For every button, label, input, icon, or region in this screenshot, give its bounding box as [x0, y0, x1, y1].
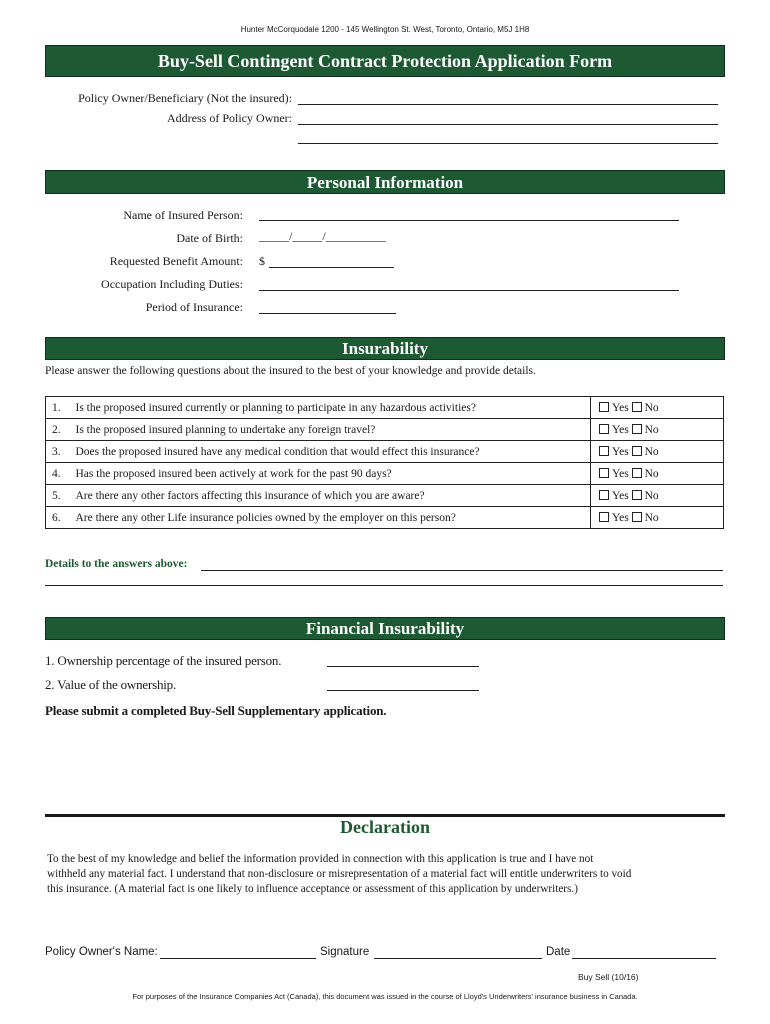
yes-no-options	[591, 419, 724, 441]
no-label: No	[644, 511, 659, 524]
insured-name-field[interactable]	[259, 220, 679, 221]
policy-owner-field[interactable]	[298, 104, 718, 105]
question-text: Does the proposed insured have any medical condition that would effect this insurance?	[70, 441, 591, 463]
details-field-2[interactable]	[45, 585, 723, 586]
occupation-field[interactable]	[259, 290, 679, 291]
date-label: Date	[546, 946, 571, 958]
policy-address-field-2[interactable]	[298, 143, 718, 144]
question-text: Is the proposed insured currently or planning to participate in any hazardous activities?	[70, 397, 591, 419]
yes-label: Yes	[612, 511, 629, 524]
yes-label: Yes	[612, 445, 629, 458]
benefit-label: Requested Benefit Amount:	[109, 254, 243, 268]
ownership-percentage-label: 1. Ownership percentage of the insured person.	[45, 653, 282, 668]
question-text: Are there any other factors affecting this insurance of which you are aware?	[70, 485, 591, 507]
no-label: No	[644, 423, 659, 436]
yes-checkbox[interactable]	[599, 468, 609, 478]
ownership-value-field[interactable]	[327, 690, 479, 691]
question-number: 3.	[46, 441, 70, 463]
no-checkbox[interactable]	[632, 446, 642, 456]
declaration-text-line-3: this insurance. (A material fact is one likely to influence acceptance or assessment of this application by underwriters.)	[47, 883, 578, 895]
question-row	[46, 441, 724, 463]
declaration-text-line-2: withheld any material fact. I understand that non-disclosure or misrepresentation of a material fact will entitle underwriters to void	[47, 868, 632, 880]
insured-name-label: Name of Insured Person:	[123, 208, 243, 222]
yes-no-options	[591, 507, 724, 529]
date-field[interactable]	[572, 958, 716, 959]
question-row	[46, 507, 724, 529]
yes-no-options	[591, 485, 724, 507]
no-label: No	[644, 489, 659, 502]
occupation-label: Occupation Including Duties:	[101, 277, 243, 291]
yes-label: Yes	[612, 423, 629, 436]
yes-no-options	[591, 397, 724, 419]
question-row	[46, 419, 724, 441]
details-field[interactable]	[201, 570, 723, 571]
insurability-heading: Insurability	[45, 337, 725, 360]
declaration-text-line-1: To the best of my knowledge and belief the information provided in connection with this application is true and I have not	[47, 853, 594, 865]
dob-field[interactable]: _____/_____/__________	[259, 229, 386, 243]
benefit-field[interactable]	[269, 267, 394, 268]
no-checkbox[interactable]	[632, 402, 642, 412]
question-number: 5.	[46, 485, 70, 507]
no-label: No	[644, 445, 659, 458]
no-checkbox[interactable]	[632, 512, 642, 522]
ownership-percentage-field[interactable]	[327, 666, 479, 667]
no-checkbox[interactable]	[632, 490, 642, 500]
yes-no-options	[591, 441, 724, 463]
policy-address-label: Address of Policy Owner:	[167, 111, 292, 125]
yes-checkbox[interactable]	[599, 402, 609, 412]
yes-checkbox[interactable]	[599, 490, 609, 500]
period-field[interactable]	[259, 313, 396, 314]
question-text: Are there any other Life insurance policies owned by the employer on this person?	[70, 507, 591, 529]
ownership-value-label: 2. Value of the ownership.	[45, 677, 177, 692]
question-number: 1.	[46, 397, 70, 419]
question-number: 6.	[46, 507, 70, 529]
signature-label: Signature	[320, 946, 370, 958]
no-checkbox[interactable]	[632, 424, 642, 434]
benefit-dollar-sign: $	[259, 254, 265, 268]
yes-label: Yes	[612, 489, 629, 502]
signature-field[interactable]	[374, 958, 542, 959]
question-number: 4.	[46, 463, 70, 485]
personal-info-heading: Personal Information	[45, 170, 725, 194]
yes-checkbox[interactable]	[599, 424, 609, 434]
policy-address-field[interactable]	[298, 124, 718, 125]
period-label: Period of Insurance:	[145, 300, 243, 314]
yes-label: Yes	[612, 401, 629, 414]
form-title: Buy-Sell Contingent Contract Protection Application Form	[45, 45, 725, 77]
no-label: No	[644, 401, 659, 414]
yes-checkbox[interactable]	[599, 512, 609, 522]
policy-owner-label: Policy Owner/Beneficiary (Not the insured):	[78, 91, 292, 105]
owner-name-field[interactable]	[160, 958, 316, 959]
declaration-heading: Declaration	[340, 817, 430, 837]
yes-no-options	[591, 463, 724, 485]
form-code: Buy Sell (10/16)	[578, 972, 639, 982]
question-row	[46, 485, 724, 507]
no-label: No	[644, 467, 659, 480]
insurability-intro: Please answer the following questions about the insured to the best of your knowledge and provide details.	[45, 365, 536, 377]
no-checkbox[interactable]	[632, 468, 642, 478]
company-address: Hunter McCorquodale 1200 - 145 Wellington St. West, Toronto, Ontario, M5J 1H8	[240, 25, 530, 34]
financial-heading: Financial Insurability	[45, 617, 725, 640]
insurability-questions-table	[45, 396, 724, 529]
question-number: 2.	[46, 419, 70, 441]
owner-name-label: Policy Owner's Name:	[45, 946, 158, 958]
details-label: Details to the answers above:	[45, 558, 188, 570]
supplementary-note: Please submit a completed Buy-Sell Supplementary application.	[45, 703, 387, 718]
yes-label: Yes	[612, 467, 629, 480]
dob-label: Date of Birth:	[176, 231, 243, 245]
yes-checkbox[interactable]	[599, 446, 609, 456]
question-text: Is the proposed insured planning to undertake any foreign travel?	[70, 419, 591, 441]
question-text: Has the proposed insured been actively at work for the past 90 days?	[70, 463, 591, 485]
question-row	[46, 463, 724, 485]
question-row	[46, 397, 724, 419]
footer-disclaimer: For purposes of the Insurance Companies Act (Canada), this document was issued in the course of Lloyd's Underwriters' insurance business in Canada.	[132, 992, 638, 1001]
